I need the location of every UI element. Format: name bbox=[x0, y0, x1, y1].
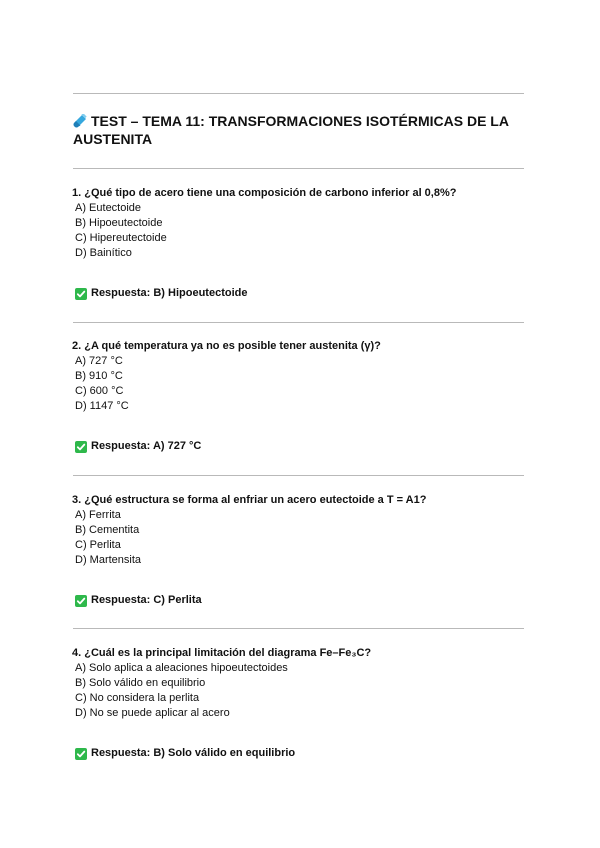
option-b: B) Cementita bbox=[75, 524, 140, 536]
option-c: C) Hipereutectoide bbox=[75, 232, 167, 244]
option-list bbox=[73, 508, 525, 568]
answer-text: Respuesta: A) 727 °C bbox=[91, 440, 202, 452]
check-mark-icon bbox=[75, 441, 87, 453]
divider bbox=[73, 628, 524, 629]
page-title bbox=[73, 112, 525, 148]
question-text: 4. ¿Cuál es la principal limitación del diagrama Fe–Fe₃C? bbox=[72, 647, 372, 659]
divider bbox=[73, 322, 524, 323]
answer-line bbox=[75, 746, 295, 761]
option-b: B) Solo válido en equilibrio bbox=[75, 677, 206, 689]
answer-line bbox=[75, 286, 247, 301]
option-d: D) No se puede aplicar al acero bbox=[75, 707, 230, 719]
option-a: A) Eutectoide bbox=[75, 202, 142, 214]
question-block bbox=[73, 493, 525, 568]
option-d: D) Martensita bbox=[75, 554, 142, 566]
question-block bbox=[73, 186, 525, 261]
option-list bbox=[73, 661, 525, 721]
option-list bbox=[73, 201, 525, 261]
option-a: A) Solo aplica a aleaciones hipoeutectoides bbox=[75, 662, 288, 674]
check-mark-icon bbox=[75, 748, 87, 760]
question-text: 3. ¿Qué estructura se forma al enfriar un acero eutectoide a T = A1? bbox=[72, 494, 427, 506]
option-b: B) 910 °C bbox=[75, 370, 123, 382]
check-mark-icon bbox=[75, 595, 87, 607]
option-d: D) 1147 °C bbox=[75, 400, 129, 412]
answer-line bbox=[75, 593, 202, 608]
question-block bbox=[73, 339, 525, 414]
test-tube-icon bbox=[73, 114, 87, 128]
option-c: C) 600 °C bbox=[75, 385, 124, 397]
question-text: 1. ¿Qué tipo de acero tiene una composición de carbono inferior al 0,8%? bbox=[72, 187, 457, 199]
question-text: 2. ¿A qué temperatura ya no es posible tener austenita (γ)? bbox=[72, 340, 381, 352]
option-a: A) 727 °C bbox=[75, 355, 123, 367]
option-d: D) Bainítico bbox=[75, 247, 132, 259]
answer-line bbox=[75, 439, 201, 454]
divider bbox=[73, 475, 524, 476]
option-list bbox=[73, 354, 525, 414]
question-block bbox=[73, 646, 525, 721]
divider bbox=[73, 168, 524, 169]
option-c: C) Perlita bbox=[75, 539, 121, 551]
page-title-text: TEST – TEMA 11: TRANSFORMACIONES ISOTÉRMICAS DE LA AUSTENITA bbox=[73, 113, 509, 147]
check-mark-icon bbox=[75, 288, 87, 300]
option-b: B) Hipoeutectoide bbox=[75, 217, 163, 229]
answer-text: Respuesta: B) Hipoeutectoide bbox=[91, 287, 248, 299]
answer-text: Respuesta: C) Perlita bbox=[91, 594, 202, 606]
option-a: A) Ferrita bbox=[75, 509, 121, 521]
option-c: C) No considera la perlita bbox=[75, 692, 200, 704]
divider bbox=[73, 93, 524, 94]
answer-text: Respuesta: B) Solo válido en equilibrio bbox=[91, 747, 296, 759]
